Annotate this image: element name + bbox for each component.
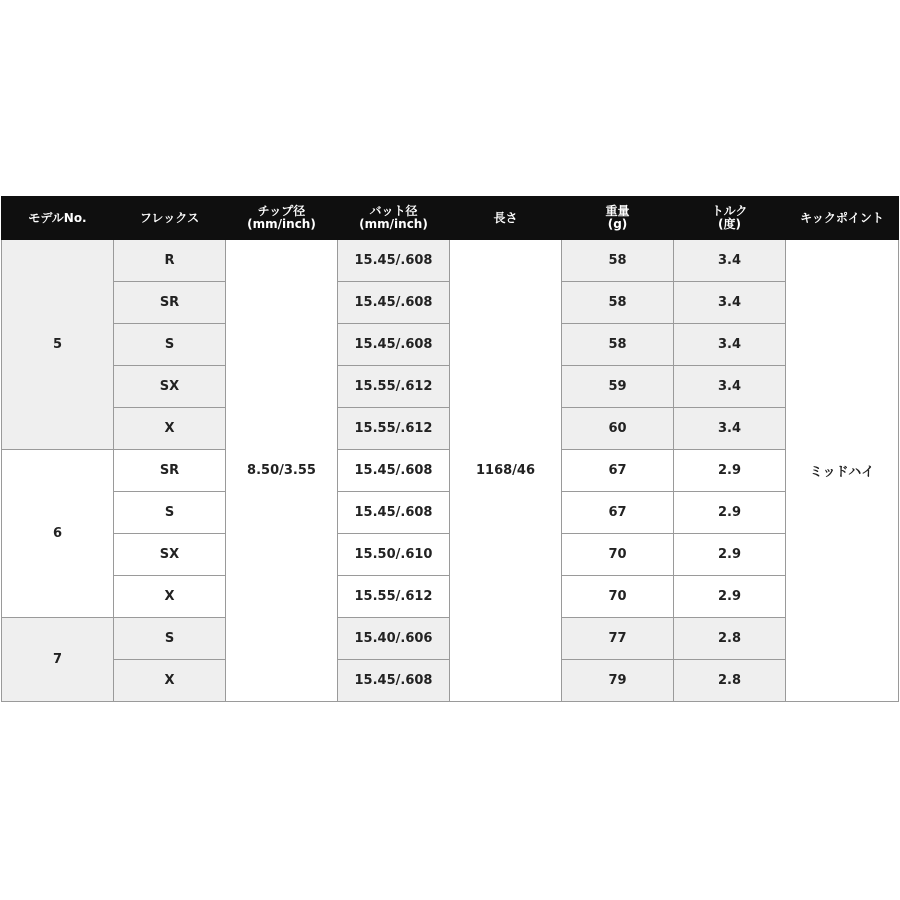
model-cell: 7 [2, 618, 114, 702]
torque-cell: 2.9 [674, 450, 786, 492]
butt-diameter-cell: 15.40/.606 [338, 618, 450, 660]
torque-cell: 2.9 [674, 576, 786, 618]
butt-diameter-cell: 15.45/.608 [338, 492, 450, 534]
header-model [2, 197, 114, 240]
flex-cell: SX [114, 534, 226, 576]
header-kick-point [786, 197, 899, 240]
header-butt-label: バット径 [369, 204, 418, 218]
butt-diameter-cell: 15.50/.610 [338, 534, 450, 576]
butt-diameter-cell: 15.55/.612 [338, 366, 450, 408]
torque-cell: 2.9 [674, 492, 786, 534]
butt-diameter-cell: 15.45/.608 [338, 324, 450, 366]
weight-cell: 67 [562, 450, 674, 492]
header-flex-label: フレックス [139, 210, 200, 225]
weight-cell: 70 [562, 576, 674, 618]
flex-cell: X [114, 660, 226, 702]
torque-cell: 2.8 [674, 618, 786, 660]
kick-point-cell: ミッドハイ [786, 240, 899, 702]
header-butt-unit: (mm/inch) [359, 217, 428, 231]
header-torque-unit: (度) [718, 217, 741, 231]
flex-cell: SR [114, 282, 226, 324]
weight-cell: 70 [562, 534, 674, 576]
flex-cell: SR [114, 450, 226, 492]
shaft-spec-table [1, 196, 899, 702]
butt-diameter-cell: 15.45/.608 [338, 282, 450, 324]
flex-cell: X [114, 408, 226, 450]
flex-cell: SX [114, 366, 226, 408]
header-model-label: モデルNo. [28, 210, 87, 225]
length-cell: 1168/46 [450, 240, 562, 702]
flex-cell: S [114, 324, 226, 366]
header-tip-unit: (mm/inch) [247, 217, 316, 231]
header-kick-label: キックポイント [800, 210, 884, 225]
butt-diameter-cell: 15.45/.608 [338, 240, 450, 282]
torque-cell: 3.4 [674, 366, 786, 408]
weight-cell: 79 [562, 660, 674, 702]
header-torque-label: トルク [711, 204, 748, 218]
header-tip-label: チップ径 [257, 204, 306, 218]
header-torque [674, 197, 786, 240]
model-cell: 6 [2, 450, 114, 618]
header-weight [562, 197, 674, 240]
butt-diameter-cell: 15.55/.612 [338, 408, 450, 450]
header-weight-unit: (g) [607, 217, 628, 231]
header-weight-label: 重量 [605, 204, 630, 218]
weight-cell: 67 [562, 492, 674, 534]
torque-cell: 3.4 [674, 240, 786, 282]
weight-cell: 58 [562, 282, 674, 324]
flex-cell: X [114, 576, 226, 618]
weight-cell: 58 [562, 324, 674, 366]
table-row [2, 240, 899, 282]
header-row [2, 197, 899, 240]
torque-cell: 3.4 [674, 282, 786, 324]
model-cell: 5 [2, 240, 114, 450]
flex-cell: S [114, 618, 226, 660]
butt-diameter-cell: 15.45/.608 [338, 660, 450, 702]
torque-cell: 2.9 [674, 534, 786, 576]
torque-cell: 3.4 [674, 324, 786, 366]
spec-table [1, 196, 898, 702]
weight-cell: 59 [562, 366, 674, 408]
header-tip-diameter [226, 197, 338, 240]
flex-cell: S [114, 492, 226, 534]
header-butt-diameter [338, 197, 450, 240]
weight-cell: 77 [562, 618, 674, 660]
header-flex [114, 197, 226, 240]
weight-cell: 58 [562, 240, 674, 282]
butt-diameter-cell: 15.45/.608 [338, 450, 450, 492]
flex-cell: R [114, 240, 226, 282]
weight-cell: 60 [562, 408, 674, 450]
tip-diameter-cell: 8.50/3.55 [226, 240, 338, 702]
butt-diameter-cell: 15.55/.612 [338, 576, 450, 618]
torque-cell: 3.4 [674, 408, 786, 450]
torque-cell: 2.8 [674, 660, 786, 702]
header-length [450, 197, 562, 240]
header-length-label: 長さ [493, 210, 518, 225]
